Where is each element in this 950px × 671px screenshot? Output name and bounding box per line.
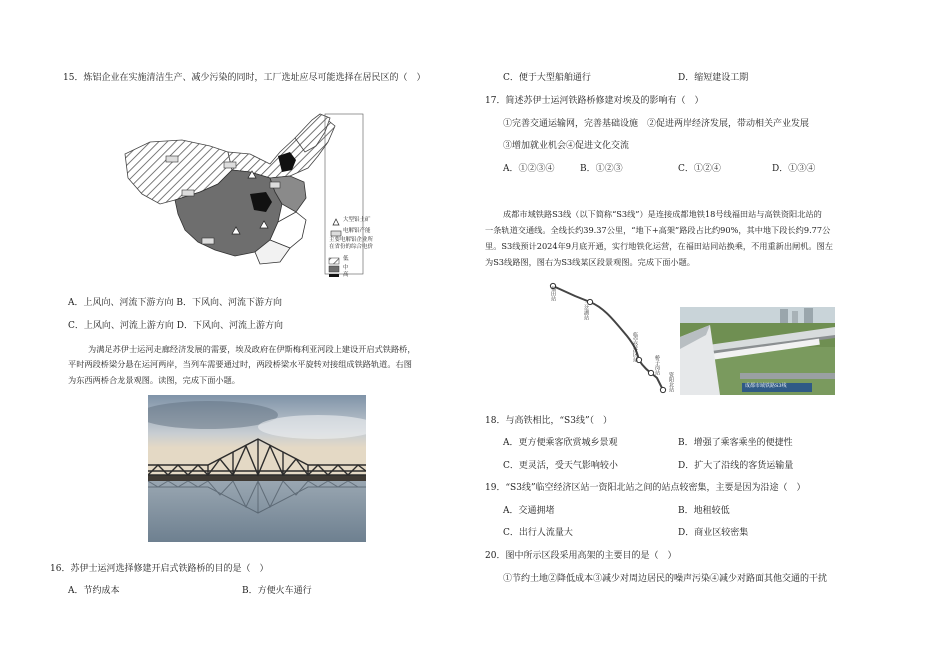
map-legend-low: 低 [343, 256, 349, 262]
q17-option-b: B．①②③ [580, 164, 623, 174]
q18-option-c: C．更灵活，受天气影响较小 [503, 461, 618, 471]
route-label-extra: 桥子岗站 [654, 355, 660, 375]
map-legend-mid: 中 [343, 265, 349, 271]
q17-option-a: A．①②③④ [503, 164, 555, 174]
q19-option-d: D．商业区较密集 [678, 528, 749, 538]
q18-option-a: A．更方便乘客欣赏城乡景观 [503, 438, 618, 448]
q16-option-c: C．便于大型船舶通行 [503, 73, 591, 83]
q18-stem: 18．与高铁相比，“S3线”（ ） [485, 416, 613, 426]
q19-option-a: A．交通拥堵 [503, 506, 555, 516]
q16-option-a: A．节约成本 [68, 586, 120, 596]
photo-caption: 成都市域铁路S3线 [745, 383, 787, 389]
s3-passage-line-2: 一条轨道交通线。全线长约39.37公里，“地下+高架”路段占比约90%，其中地下段长约9.77公 [485, 225, 831, 235]
suez-passage-line-1: 为满足苏伊士运河走廊经济发展的需要，埃及政府在伊斯梅利亚河段上建设开启式铁路桥， [88, 344, 416, 354]
map-legend-high: 高 [343, 272, 349, 278]
s3-route-map [545, 278, 685, 400]
q16-option-d: D．缩短建设工期 [678, 73, 749, 83]
q15-options-cd: C．上风向、河流上游方向 D．下风向、河流上游方向 [68, 321, 283, 331]
q18-option-d: D．扩大了沿线的客货运输量 [678, 461, 794, 471]
s3-route-line [553, 286, 663, 390]
map-legend-title-2: 在省份的综合电价 [329, 244, 374, 250]
suez-passage-line-3: 为东西两桥合龙景观图。读图，完成下面小题。 [68, 375, 240, 385]
china-aluminium-map [120, 112, 365, 277]
q20-line-1: ①节约土地②降低成本③减少对周边居民的噪声污染④减少对路面其他交通的干扰 [503, 574, 828, 584]
q17-option-d: D．①③④ [772, 164, 816, 174]
s3-passage-line-1: 成都市域铁路S3线（以下简称“S3线”）是连接成都地铁18号线福田站与高铁资阳北站的 [503, 209, 822, 219]
q19-option-c: C．出行人流量大 [503, 528, 573, 538]
route-label-linkong: 临空经济区站 [632, 332, 638, 362]
s3-passage-line-3: 里。S3线预计2024年9月底开通，实行地铁化运营，在福田站同站换乘，不用重新出闸机。图左 [485, 241, 833, 251]
q19-stem: 19．“S3线”临空经济区站一资阳北站之间的站点较密集，主要是因为沿途（ ） [485, 483, 806, 493]
q17-option-c: C．①②④ [678, 164, 721, 174]
q20-stem: 20．图中所示区段采用高架的主要目的是（ ） [485, 551, 677, 561]
suez-bridge-photo [148, 395, 366, 542]
map-legend-capacity: 电解铝产能 [343, 228, 371, 234]
map-legend-title-1: 主要电解铝企业所 [329, 237, 374, 243]
route-label-fudian: 福田站 [550, 286, 556, 301]
q17-line-1: ①完善交通运输网，完善基础设施 ②促进两岸经济发展，带动相关产业发展 [503, 119, 810, 129]
map-legend-mine: 大型铝土矿 [343, 217, 371, 223]
q19-option-b: B．地租较低 [678, 506, 730, 516]
q17-line-2: ③增加就业机会④促进文化交流 [503, 141, 630, 151]
q16-stem: 16．苏伊士运河选择修建开启式铁路桥的目的是（ ） [50, 564, 269, 574]
q17-stem: 17．简述苏伊士运河铁路桥修建对埃及的影响有（ ） [485, 96, 704, 106]
q15-stem: 15．炼铝企业在实施清洁生产、减少污染的同时，工厂选址应尽可能选择在居民区的（ ） [63, 73, 426, 83]
q16-option-b: B．方便火车通行 [242, 586, 312, 596]
q18-option-b: B．增强了乘客乘坐的便捷性 [678, 438, 793, 448]
suez-passage-line-2: 平时两段桥梁分悬在运河两岸，当列车需要通过时，两段桥梁水平旋转对接组成铁路轨道。右图 [68, 359, 412, 369]
s3-passage-line-4: 为S3线路图，图右为S3线某区段景观图。完成下面小题。 [485, 257, 695, 267]
s3-elevated-photo [680, 307, 835, 395]
q15-options-ab: A．上风向、河流下游方向 B．下风向、河流下游方向 [68, 298, 282, 308]
route-label-ziyang: 资阳北站 [668, 372, 674, 392]
route-label-sanchaku: 三岔湖站 [583, 300, 589, 320]
